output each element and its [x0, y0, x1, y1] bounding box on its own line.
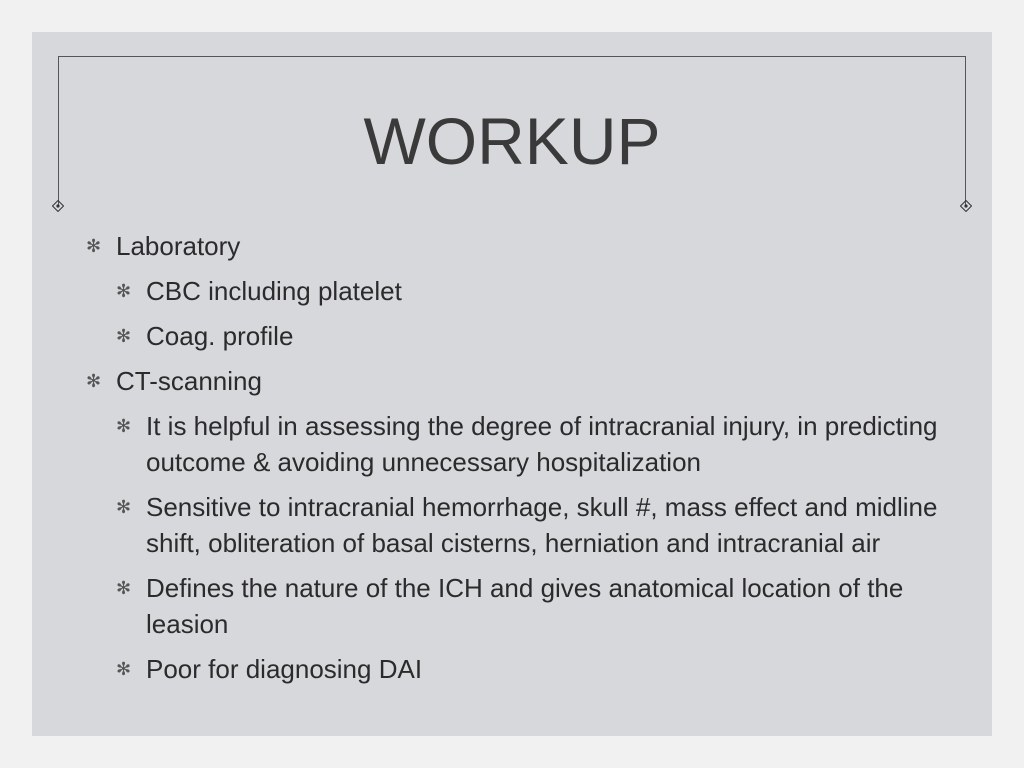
list-item-text: Defines the nature of the ICH and gives anatomical location of the leasion [146, 573, 904, 639]
asterisk-bullet-icon: ✻ [116, 578, 132, 598]
list-item [82, 363, 962, 399]
list-item-text: CT-scanning [116, 366, 262, 396]
diamond-ornament-icon [960, 200, 972, 212]
list-item [82, 651, 962, 687]
list-item-text: Coag. profile [146, 321, 294, 351]
asterisk-bullet-icon: ✻ [86, 236, 102, 256]
list-item [82, 408, 962, 480]
asterisk-bullet-icon: ✻ [116, 281, 132, 301]
list-item-text: Sensitive to intracranial hemorrhage, skull #, mass effect and midline shift, obliteration of basal cisterns, herniation and intracranial air [146, 492, 938, 558]
asterisk-bullet-icon: ✻ [86, 371, 102, 391]
asterisk-bullet-icon: ✻ [116, 416, 132, 436]
slide [32, 32, 992, 736]
asterisk-bullet-icon: ✻ [116, 659, 132, 679]
slide-title: WORKUP [363, 104, 661, 178]
asterisk-bullet-icon: ✻ [116, 497, 132, 517]
list-item [82, 570, 962, 642]
list-item [82, 318, 962, 354]
asterisk-bullet-icon: ✻ [116, 326, 132, 346]
list-item [82, 228, 962, 264]
list-item-text: CBC including platelet [146, 276, 402, 306]
diamond-ornament-icon [52, 200, 64, 212]
list-item [82, 273, 962, 309]
list-item-text: It is helpful in assessing the degree of intracranial injury, in predicting outcome & avoiding unnecessary hospitalization [146, 411, 938, 477]
list-item [82, 489, 962, 561]
bullet-list [82, 228, 962, 696]
list-item-text: Laboratory [116, 231, 241, 261]
list-item-text: Poor for diagnosing DAI [146, 654, 423, 684]
